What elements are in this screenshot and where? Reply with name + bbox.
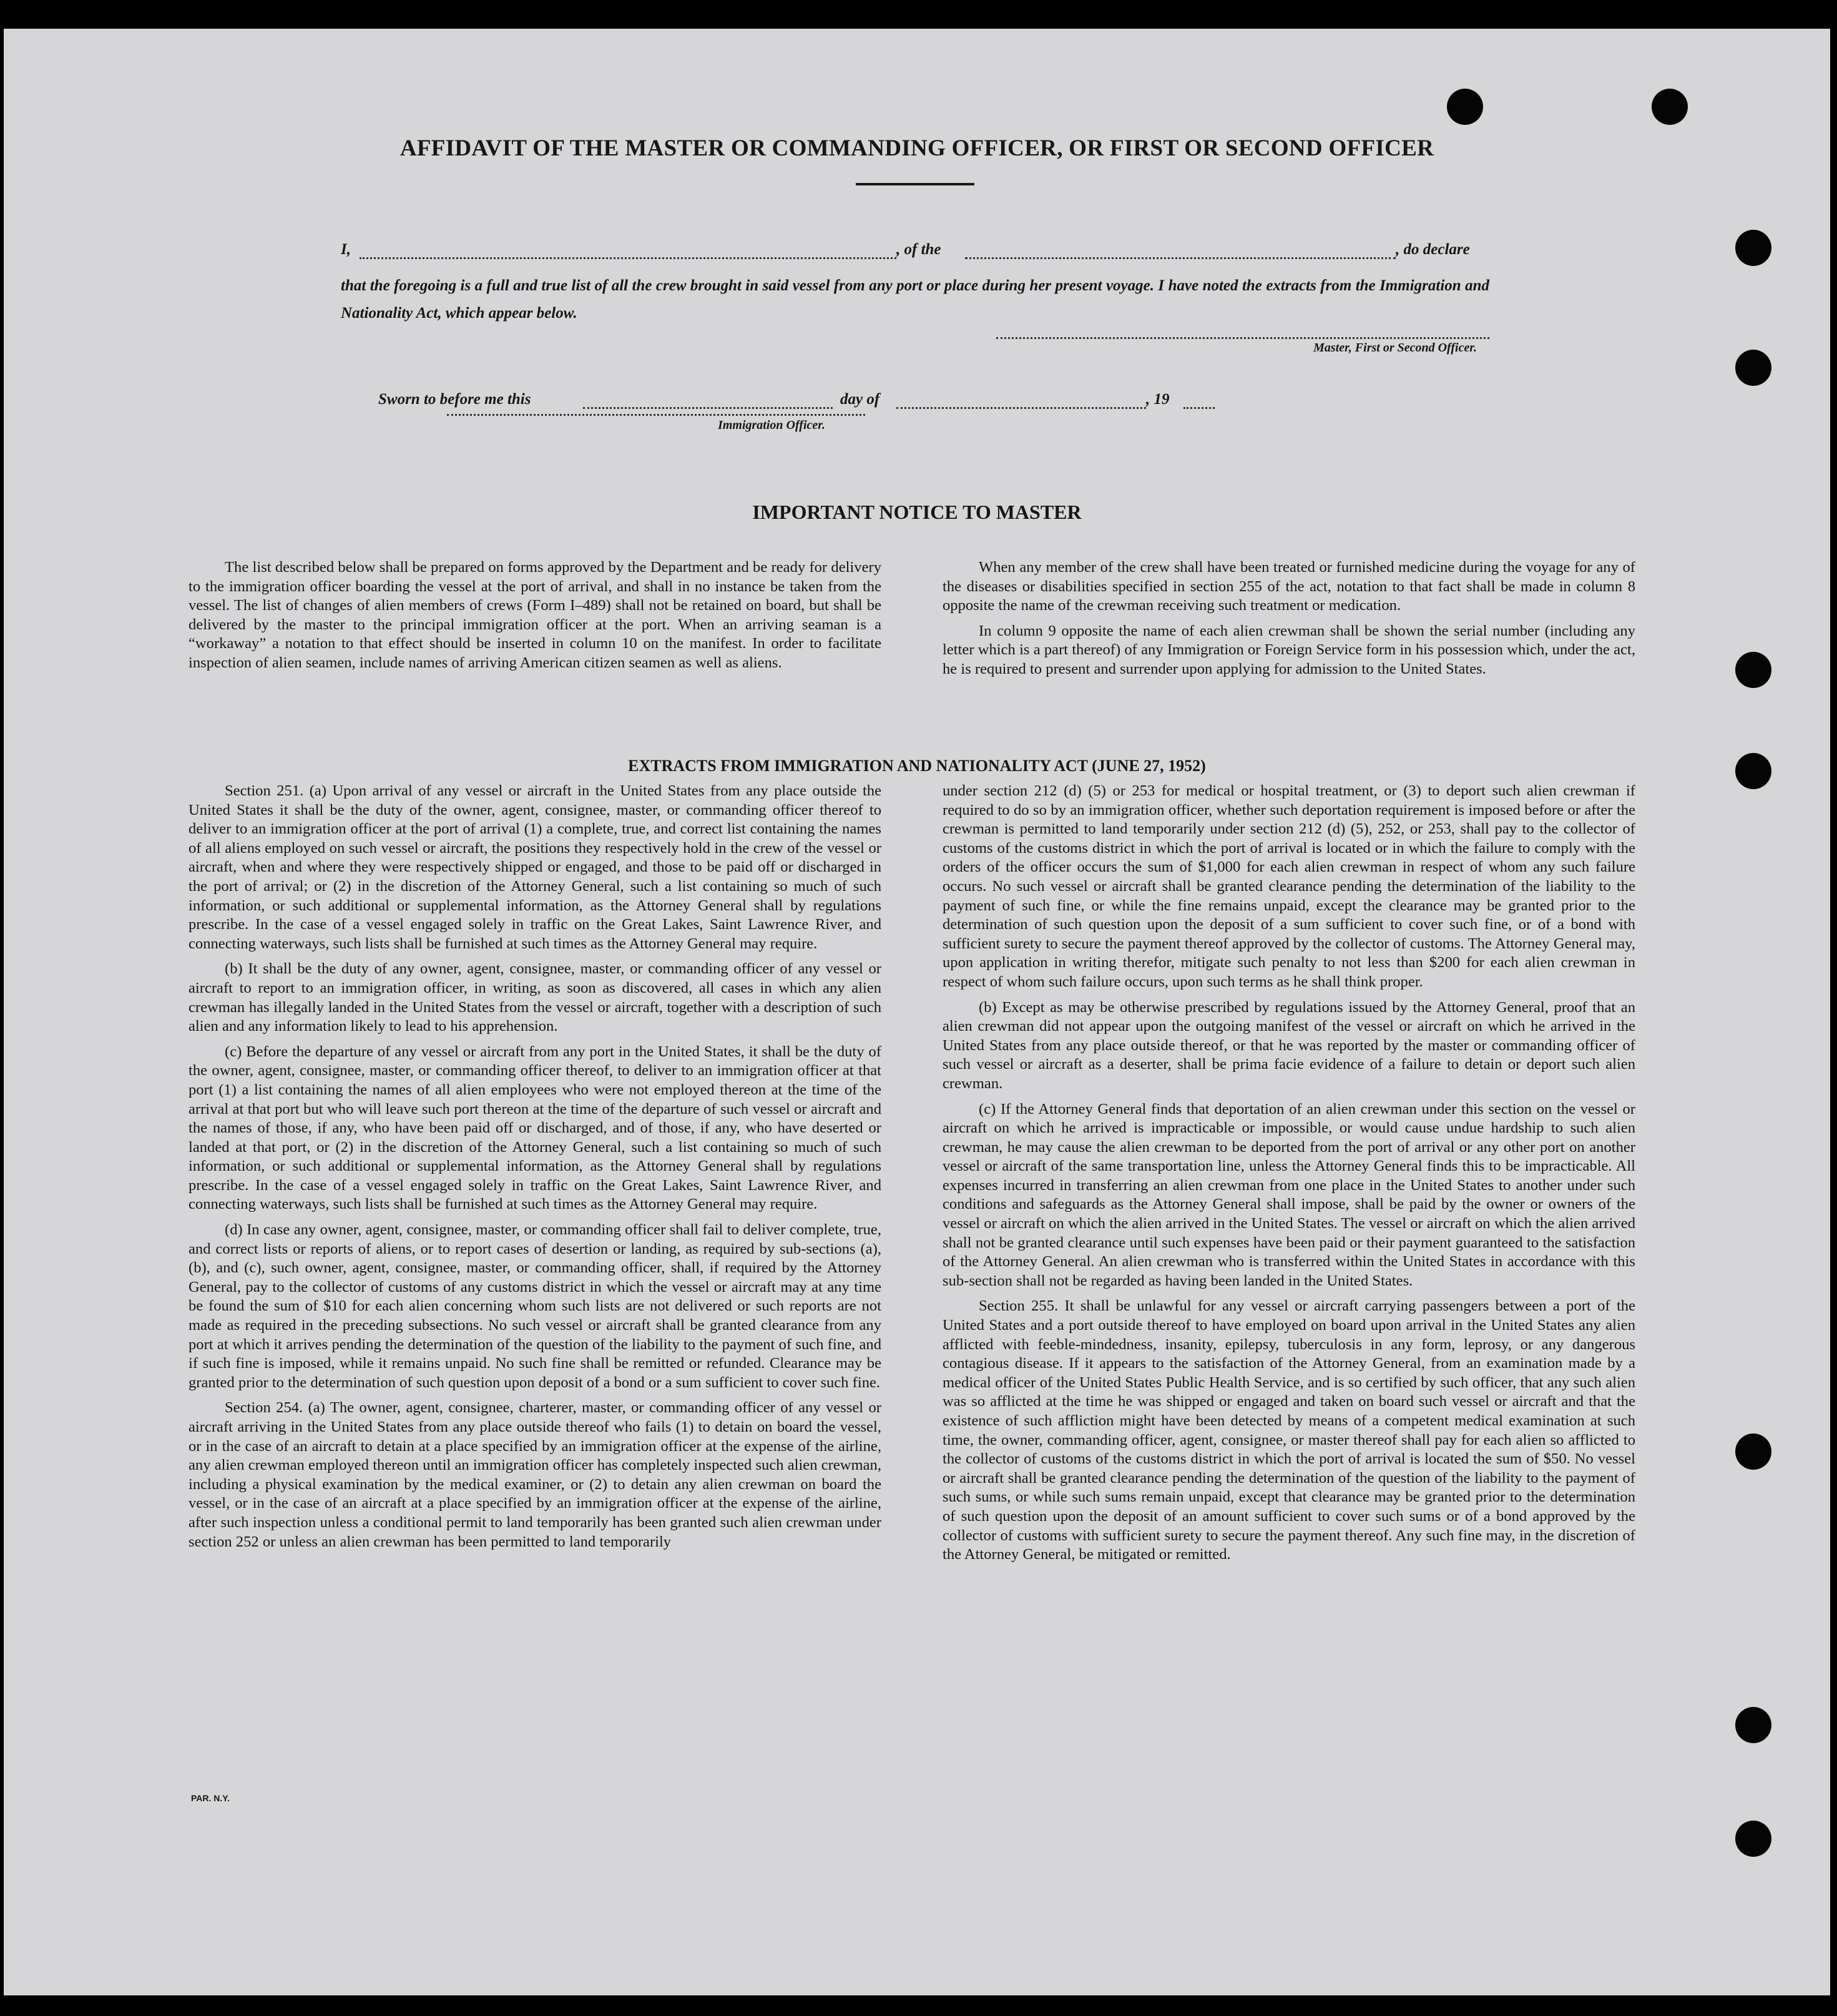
immigration-officer-label: Immigration Officer. <box>718 418 825 432</box>
month-blank <box>896 407 1146 409</box>
master-signature-line <box>996 337 1489 339</box>
of-the-label: , of the <box>896 241 941 258</box>
section-251a: Section 251. (a) Upon arrival of any vessel or aircraft in the United States from any place outside the United States it shall be the duty of the owner, agent, consignee, master, or commanding officer thereof to deliver to an immigration officer at the port of arrival (1) a complete, true, and correct list containing the names of all aliens employed on such vessel or aircraft, the positions they respectively hold in the crew of the vessel or aircraft, when and where they were respectively shipped or engaged, and those to be paid off or discharged in the port of arrival; or (2) in the discretion of the Attorney General, such a list containing so much of such information, or such additional or supplemental information, as the Attorney General shall by regulations prescribe. In the case of a vessel engaged solely in traffic on the Great Lakes, Saint Lawrence River, and connecting waterways, such lists shall be furnished at such times as the Attorney General may require. <box>189 782 881 952</box>
section-251d: (d) In case any owner, agent, consignee, master, or commanding officer shall fail to deliver complete, true, and correct lists or reports of aliens, or to report cases of desertion or landing, as required by sub-sections (a), (b), and (c), such owner, agent, consignee, master, or commanding officer, shall, if required by the Attorney General, pay to the collector of customs of any customs district in which the vessel or aircraft may at any time be found the sum of $10 for each alien concerning whom such lists are not delivered or such reports are not made as required in the preceding subsections. No such vessel or aircraft shall be granted clearance from any port at which it arrives pending the determination of the question of the liability to the payment of such fine, and if such fine is imposed, while it remains unpaid. No such fine shall be remitted or refunded. Clearance may be granted prior to the determination of such question upon deposit of a bond or a sum sufficient to cover such fine. <box>189 1221 881 1391</box>
section-251b: (b) It shall be the duty of any owner, agent, consignee, master, or commanding officer of any vessel or aircraft to report to an immigration officer, in writing, as soon as discovered, all cases in which any alien crewman has illegally landed in the United States from the vessel or aircraft, together with a description of such alien and any information likely to lead to his apprehension. <box>189 960 881 1035</box>
notice-paragraph: The list described below shall be prepared on forms approved by the Department and be ready for delivery to the immigration officer boarding the vessel at the port of arrival, and shall in no instance be taken from the vessel. The list of changes of alien members of crews (Form I–489) shall not be retained on board, but shall be delivered by the master to the principal immigration officer at the port. When an arriving seaman is a “workaway” a notation to that effect should be inserted in column 10 on the manifest. In order to facilitate inspection of alien seamen, include names of arriving American citizen seamen as well as aliens. <box>189 559 881 671</box>
affidavit-title: AFFIDAVIT OF THE MASTER OR COMMANDING OFFICER, OR FIRST OR SECOND OFFICER <box>399 135 1434 161</box>
sworn-date-blank <box>583 407 833 409</box>
section-254c: (c) If the Attorney General finds that deportation of an alien crewman under this section on the vessel or aircraft on which he arrived is impracticable or impossible, or would cause undue hardship to such alien crewman, he may cause the alien crewman to be deported from the port of arrival or any other port on another vessel or aircraft of the same transportation line, unless the Attorney General finds this to be impracticable. All expenses incurred in transferring an alien crewman from one place in the United States to another under such conditions and safeguards as the Attorney General shall impose, shall be paid by the owner or owners of the vessel or aircraft on which the alien arrived in the United States. The vessel or aircraft on which the alien arrived shall not be granted clearance until such expenses have been paid or their payment guaranteed to the satisfaction of the Attorney General. An alien crewman who is transferred within the United States in accordance with this sub-section shall not be regarded as having been landed in the United States. <box>943 1100 1635 1289</box>
notice-paragraph: In column 9 opposite the name of each alien crewman shall be shown the serial number (including any letter which is a part thereof) of any Immigration or Foreign Service form in his possession which, under the act, he is required to present and surrender upon applying for admission to the United States. <box>943 622 1635 677</box>
extracts-left-column <box>189 782 881 1558</box>
notice-title: IMPORTANT NOTICE TO MASTER <box>752 501 1082 523</box>
punch-hole <box>1735 1707 1771 1743</box>
vessel-blank <box>965 257 1396 259</box>
title-underline <box>856 183 974 185</box>
section-254b: (b) Except as may be otherwise prescribed by regulations issued by the Attorney General, proof that an alien crewman did not appear upon the outgoing manifest of the vessel or aircraft on which he arrived in the United States from any place outside thereof, or that he was reported by the master or commanding officer of such vessel or aircraft as a deserter, shall be prima facie evidence of a failure to detain or deport such alien crewman. <box>943 998 1635 1092</box>
year-blank <box>1183 407 1215 409</box>
sworn-label: Sworn to before me this <box>378 391 531 408</box>
punch-hole <box>1735 1433 1771 1470</box>
name-blank <box>360 257 896 259</box>
i-label: I, <box>341 241 351 258</box>
section-251c: (c) Before the departure of any vessel or aircraft from any port in the United States, it shall be the duty of the owner, agent, consignee, master, or commanding officer thereof, to deliver to an immigration officer at that port (1) a list containing the names of all alien employees who were not employed thereon at the time of the arrival at that port but who will leave such port thereon at the time of the departure of such vessel or aircraft and the names of those, if any, who have been paid off or discharged, and of those, if any, who have deserted or landed at that port, or (2) in the discretion of the Attorney General, such a list containing so much of such information, or such additional or supplemental information, as the Attorney General shall by regulations prescribe. In the case of a vessel engaged solely in traffic on the Great Lakes, Saint Lawrence River, and connecting waterways, such lists shall be furnished at such times as the Attorney General may require. <box>189 1043 881 1213</box>
notice-right-column <box>943 558 1635 686</box>
year-label: , 19 <box>1146 391 1170 408</box>
document-page <box>4 29 1830 1995</box>
punch-hole <box>1735 652 1771 688</box>
master-signature-label: Master, First or Second Officer. <box>1313 341 1477 355</box>
section-255: Section 255. It shall be unlawful for any vessel or aircraft carrying passengers between a port of the United States and a port outside thereof to have employed on board upon arrival in the United States any alien afflicted with feeble-mindedness, insanity, epilepsy, tuberculosis in any form, leprosy, or any dangerous contagious disease. If it appears to the satisfaction of the Attorney General, from an examination made by a medical officer of the United States Public Health Service, and is so certified by such officer, that any such alien was so afflicted at the time he was shipped or engaged and taken on board such vessel or aircraft and that the existence of such affliction might have been detected by means of a competent medical examination at such time, the owner, commanding officer, agent, consignee, or master thereof shall pay for each alien so afflicted to the collector of customs of the customs district in which the port of arrival is located the sum of $50. No vessel or aircraft shall be granted clearance pending the determination of the question of the liability to the payment of such sums, or while such sums remain unpaid, except that clearance may be granted prior to the determination of such question upon the deposit of an amount sufficient to cover such sums or of a bond approved by the collector of customs with sufficient surety to secure the payment thereof. Any such fine may, in the discretion of the Attorney General, be mitigated or remitted. <box>943 1297 1635 1563</box>
section-254a-continued: under section 212 (d) (5) or 253 for medical or hospital treatment, or (3) to deport such alien crewman if required to do so by an immigration officer, whether such deportation requirement is imposed before or after the crewman is permitted to land temporarily under section 212 (d) (5), 252, or 253, shall pay to the collector of customs of the customs district in which the port of arrival is located or in which the failure to comply with the orders of the officer occurs the sum of $1,000 for each alien crewman in respect of whom any such failure occurs. No such vessel or aircraft shall be granted clearance pending the determination of the liability to the payment of such fine, or while the fine remains unpaid, except the clearance may be granted prior to the determination of such question upon the deposit of a sum sufficient to cover such fine, or of a bond with sufficient surety to secure the payment thereof approved by the collector of customs. The Attorney General may, upon application in writing therefor, mitigate such penalty to not less than $200 for each alien crewman in respect of whom such failure occurs, upon such terms as he shall think proper. <box>943 782 1635 990</box>
punch-hole <box>1652 89 1688 125</box>
punch-hole <box>1447 89 1483 125</box>
immigration-officer-signature-line <box>447 414 865 416</box>
punch-hole <box>1735 350 1771 386</box>
punch-hole <box>1735 1821 1771 1857</box>
section-254a: Section 254. (a) The owner, agent, consignee, charterer, master, or commanding officer of any vessel or aircraft arriving in the United States from any place outside thereof who fails (1) to detain on board the vessel, or in the case of an aircraft to detain at a place specified by an immigration officer at the expense of the airline, any alien crewman employed thereon until an immigration officer has completely inspected such alien crewman, including a physical examination by the medical examiner, or (2) to detain any alien crewman on board the vessel, or in the case of an aircraft at a place specified by an immigration officer at the expense of the airline, after such inspection unless a conditional permit to land temporarily has been granted such alien crewman under section 252 or unless an alien crewman has been permitted to land temporarily <box>189 1399 881 1550</box>
extracts-title: EXTRACTS FROM IMMIGRATION AND NATIONALITY ACT (JUNE 27, 1952) <box>628 757 1206 775</box>
printer-mark: PAR. N.Y. <box>191 1793 230 1803</box>
extracts-right-column <box>943 782 1635 1571</box>
notice-left-column <box>189 558 881 679</box>
notice-paragraph: When any member of the crew shall have been treated or furnished medicine during the voyage for any of the diseases or disabilities specified in section 255 of the act, notation to that fact shall be made in column 8 opposite the name of the crewman receiving such treatment or medication. <box>943 559 1635 614</box>
day-of-label: day of <box>840 391 880 408</box>
punch-hole <box>1735 230 1771 266</box>
declaration-text: that the foregoing is a full and true list of all the crew brought in said vessel from any port or place during her present voyage. I have noted the extracts from the Immigration and Nationality Act, which appear below. <box>341 277 1489 322</box>
declare-label: , do declare <box>1396 241 1470 258</box>
